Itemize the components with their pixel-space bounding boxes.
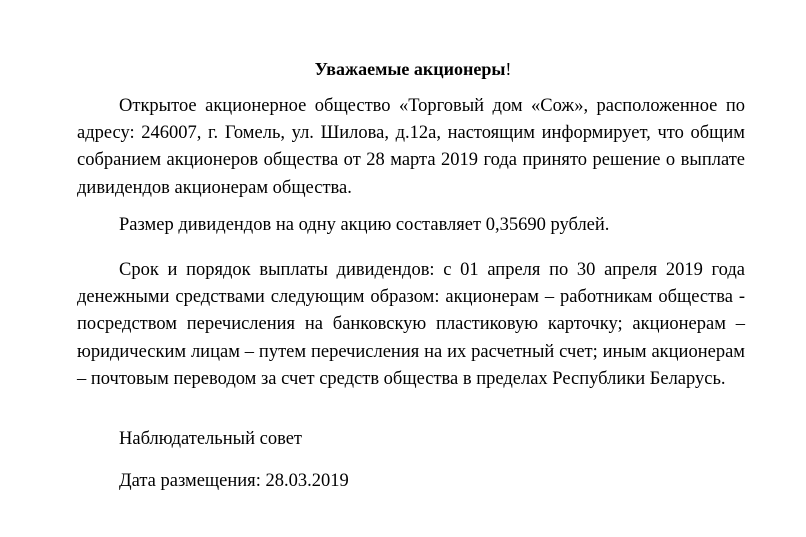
paragraph-announcement: Открытое акционерное общество «Торговый дом «Сож», расположенное по адресу: 246007, г. Гомель, ул. Шилова, д.12а, настоящим информирует, что общим собранием акционеров общества от 28 марта 2019 года принято решение о выплате дивидендов акционерам общества.: [77, 96, 745, 198]
paragraph-posting-date: Дата размещения: 28.03.2019: [119, 471, 349, 491]
document-heading: [0, 56, 806, 82]
paragraph-signature: Наблюдательный совет: [119, 429, 302, 449]
heading-exclamation: !: [505, 59, 512, 79]
paragraph-payment-terms: Срок и порядок выплаты дивидендов: с 01 апреля по 30 апреля 2019 года денежными средствами следующим образом: акционерам – работникам общества - посредством перечисления на банковскую пластиковую карточку; акционерам – юридическим лицам – путем перечисления на их расчетный счет; иным акционерам – почтовым переводом за счет средств общества в пределах Республики Беларусь.: [77, 260, 745, 389]
heading-title: Уважаемые акционеры: [314, 59, 506, 79]
paragraph-dividend-size: Размер дивидендов на одну акцию составляет 0,35690 рублей.: [119, 215, 610, 235]
